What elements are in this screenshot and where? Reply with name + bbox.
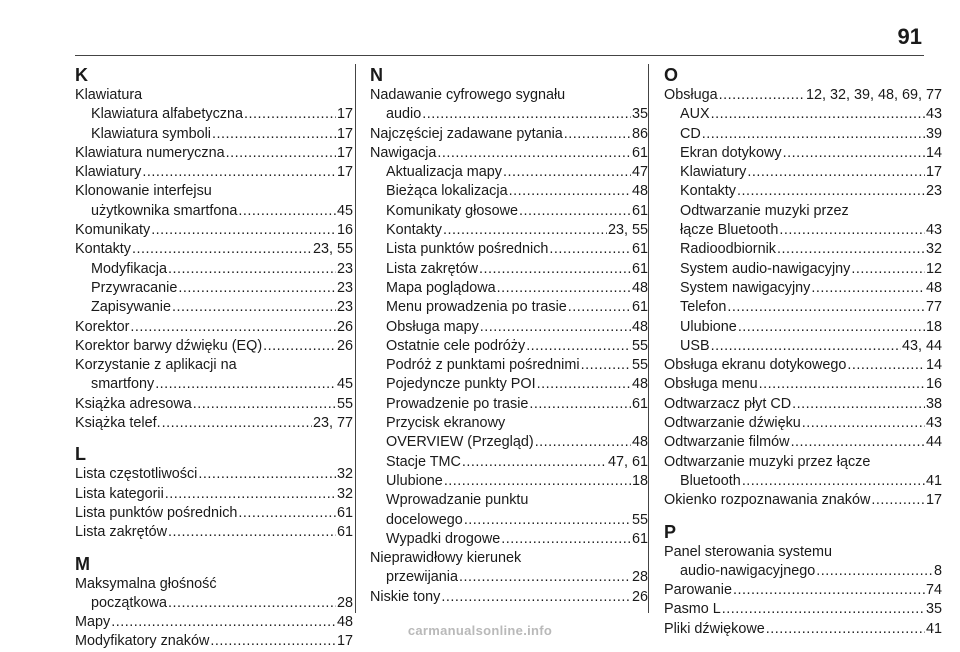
entry-pages: 8 [933, 562, 942, 579]
entry-pages: 17 [925, 164, 942, 181]
entry-pages: 48 [631, 279, 648, 296]
entry-pages: 12, 32, 39, 48, 69, 77 [805, 87, 942, 103]
dot-leader [509, 182, 631, 201]
entry-term: Aktualizacja mapy [386, 164, 502, 181]
dot-leader [443, 221, 607, 240]
dot-leader [437, 144, 631, 163]
watermark: carmanualsonline.info [407, 623, 553, 638]
index-subentry [664, 562, 942, 581]
dot-leader [727, 298, 925, 317]
entry-pages: 48 [631, 183, 648, 200]
entry-pages: 16 [336, 222, 353, 239]
dot-leader [162, 414, 312, 433]
dot-leader [759, 375, 925, 394]
dot-leader [459, 568, 631, 587]
entry-pages: 17 [925, 492, 942, 509]
dot-leader [142, 163, 336, 182]
entry-pages: 28 [631, 569, 648, 586]
index-entry [75, 504, 353, 523]
section-letter: L [75, 444, 86, 465]
dot-leader [851, 260, 925, 279]
entry-pages: 23 [336, 299, 353, 316]
entry-pages: 43 [925, 106, 942, 123]
index-subentry [370, 568, 648, 587]
section-gap [75, 433, 353, 443]
dot-leader [568, 298, 631, 317]
dot-leader [479, 260, 631, 279]
index-entry [370, 125, 648, 144]
index-subentry [370, 182, 648, 201]
entry-term: Pliki dźwiękowe [664, 620, 765, 637]
entry-term: audio [386, 106, 422, 123]
dot-leader [441, 588, 631, 607]
index-heading: Klawiatura [75, 87, 143, 103]
entry-pages: 47 [631, 164, 648, 181]
index-entry [664, 600, 942, 619]
entry-term: Modyfikacja [91, 260, 167, 277]
entry-pages: 23 [925, 183, 942, 200]
index-subheading: Odtwarzanie muzyki przez [680, 202, 849, 219]
dot-leader [212, 125, 336, 144]
dot-leader [537, 375, 631, 394]
index-column-3 [664, 64, 942, 637]
page-number: 91 [897, 24, 922, 49]
index-subentry [664, 105, 942, 124]
index-subentry [75, 375, 353, 394]
entry-pages: 74 [925, 582, 942, 599]
index-entry [664, 581, 942, 600]
index-subentry [370, 433, 648, 452]
entry-pages: 41 [925, 620, 942, 637]
index-subentry [370, 395, 648, 414]
index-subentry [664, 472, 942, 491]
entry-term: Klawiatura numeryczna [75, 144, 225, 161]
index-subentry [75, 125, 353, 144]
index-subentry [664, 337, 942, 356]
index-entry [75, 485, 353, 504]
index-heading: Odtwarzanie muzyki przez łącze [664, 453, 871, 470]
dot-leader [519, 202, 631, 221]
index-entry [75, 395, 353, 414]
entry-pages: 23, 77 [312, 415, 353, 432]
index-entry [664, 356, 942, 375]
entry-term: Kontakty [386, 222, 442, 239]
index-subentry [75, 260, 353, 279]
index-entry [75, 337, 353, 356]
entry-term: Klawiatura symboli [91, 125, 211, 142]
entry-term: Telefon [680, 299, 727, 316]
index-entry [664, 395, 942, 414]
section-letter: P [664, 521, 677, 542]
entry-pages: 41 [925, 472, 942, 489]
entry-pages: 61 [631, 530, 648, 547]
dot-leader [719, 86, 805, 105]
entry-term: Klawiatura alfabetyczna [91, 106, 243, 123]
entry-pages: 55 [631, 357, 648, 374]
entry-term: Modyfikatory znaków [75, 633, 210, 650]
index-heading: Panel sterowania systemu [664, 543, 832, 560]
entry-pages: 12 [925, 260, 942, 277]
index-subentry [664, 279, 942, 298]
entry-term: Korektor [75, 318, 130, 335]
entry-pages: 55 [631, 337, 648, 354]
dot-leader [178, 279, 336, 298]
index-subentry [75, 202, 353, 221]
dot-leader [444, 472, 631, 491]
index-entry [75, 465, 353, 484]
entry-pages: 14 [925, 357, 942, 374]
column-divider [355, 64, 356, 613]
index-entry [75, 144, 353, 163]
index-subentry [370, 511, 648, 530]
entry-term: Korektor barwy dźwięku (EQ) [75, 337, 263, 354]
entry-pages: 14 [925, 144, 942, 161]
dot-leader [847, 356, 925, 375]
dot-leader [422, 105, 631, 124]
dot-leader [165, 485, 336, 504]
index-subheading: Przycisk ekranowy [386, 415, 506, 432]
entry-pages: 28 [336, 594, 353, 611]
entry-pages: 77 [925, 299, 942, 316]
index-entry [75, 414, 353, 433]
entry-pages: 61 [631, 202, 648, 219]
entry-term: Obsługa mapy [386, 318, 479, 335]
entry-term: Ostatnie cele podróży [386, 337, 526, 354]
entry-term: Pojedyncze punkty POI [386, 376, 536, 393]
entry-pages: 35 [631, 106, 648, 123]
dot-leader [549, 240, 631, 259]
entry-pages: 86 [631, 125, 648, 142]
dot-leader [791, 433, 925, 452]
entry-term: Radioodbiornik [680, 241, 776, 258]
entry-pages: 18 [631, 472, 648, 489]
entry-pages: 43 [925, 222, 942, 239]
index-subentry [664, 125, 942, 144]
dot-leader [779, 221, 925, 240]
index-heading: Nadawanie cyfrowego sygnału [370, 87, 566, 103]
index-entry [75, 318, 353, 337]
dot-leader [263, 337, 336, 356]
entry-term: Ulubione [386, 472, 443, 489]
dot-leader [238, 202, 336, 221]
entry-term: Książka adresowa [75, 395, 192, 412]
index-subentry [664, 260, 942, 279]
dot-leader [226, 144, 336, 163]
entry-pages: 23, 55 [607, 222, 648, 239]
entry-term: Kontakty [680, 183, 736, 200]
entry-term: System nawigacyjny [680, 279, 811, 296]
dot-leader [871, 491, 925, 510]
entry-term: Pasmo L [664, 601, 721, 618]
index-entry [664, 491, 942, 510]
entry-pages: 26 [336, 337, 353, 354]
entry-pages: 61 [631, 241, 648, 258]
index-subentry [664, 163, 942, 182]
entry-term: Zapisywanie [91, 299, 171, 316]
entry-pages: 39 [925, 125, 942, 142]
index-subentry [664, 182, 942, 201]
entry-pages: 17 [336, 125, 353, 142]
index-subentry [370, 356, 648, 375]
index-subentry [664, 221, 942, 240]
dot-leader [777, 240, 925, 259]
entry-term: Nawigacja [370, 144, 437, 161]
entry-pages: 17 [336, 106, 353, 123]
dot-leader [711, 105, 925, 124]
dot-leader [155, 375, 336, 394]
index-entry [370, 588, 648, 607]
dot-leader [733, 581, 925, 600]
dot-leader [564, 125, 631, 144]
entry-term: Odtwarzacz płyt CD [664, 395, 792, 412]
index-subentry [370, 279, 648, 298]
entry-pages: 48 [336, 614, 353, 631]
entry-term: Mapa poglądowa [386, 279, 496, 296]
index-subentry [370, 318, 648, 337]
entry-pages: 48 [631, 376, 648, 393]
entry-term: Ekran dotykowy [680, 144, 782, 161]
entry-term: Najczęściej zadawane pytania [370, 125, 563, 142]
entry-pages: 17 [336, 633, 353, 650]
index-subentry [370, 337, 648, 356]
dot-leader [244, 105, 336, 124]
entry-term: Lista częstotliwości [75, 466, 198, 483]
index-subentry [370, 260, 648, 279]
index-entry [75, 240, 353, 259]
entry-pages: 35 [925, 601, 942, 618]
entry-term: Komunikaty [75, 222, 151, 239]
index-subentry [370, 105, 648, 124]
index-subentry [664, 144, 942, 163]
entry-term: smartfony [91, 376, 155, 393]
entry-pages: 17 [336, 164, 353, 181]
index-heading: Maksymalna głośność [75, 575, 217, 592]
entry-term: Ulubione [680, 318, 737, 335]
index-entry [75, 221, 353, 240]
entry-pages: 16 [925, 376, 942, 393]
entry-term: łącze Bluetooth [680, 222, 779, 239]
section-letter: N [370, 65, 383, 85]
section-gap [75, 543, 353, 553]
dot-leader [168, 523, 336, 542]
dot-leader [168, 594, 336, 613]
entry-pages: 47, 61 [607, 453, 648, 470]
entry-term: USB [680, 337, 710, 354]
dot-leader [503, 163, 631, 182]
dot-leader [722, 600, 925, 619]
entry-term: Lista zakrętów [75, 524, 167, 541]
entry-pages: 18 [925, 318, 942, 335]
entry-pages: 45 [336, 376, 353, 393]
entry-term: Klawiatury [75, 164, 142, 181]
dot-leader [802, 414, 925, 433]
entry-term: AUX [680, 106, 710, 123]
index-subheading: Wprowadzanie punktu [386, 492, 529, 509]
index-subentry [370, 240, 648, 259]
dot-leader [480, 318, 631, 337]
entry-term: Parowanie [664, 582, 732, 599]
index-heading: Korzystanie z aplikacji na [75, 357, 237, 374]
entry-term: początkowa [91, 594, 167, 611]
entry-term: Stacje TMC [386, 453, 461, 470]
index-entry [664, 414, 942, 433]
entry-pages: 23 [336, 260, 353, 277]
index-entry [370, 144, 648, 163]
entry-term: Bieżąca lokalizacja [386, 183, 508, 200]
entry-pages: 23 [336, 279, 353, 296]
entry-term: Lista punktów pośrednich [75, 504, 238, 521]
dot-leader [497, 279, 631, 298]
entry-pages: 43, 44 [901, 337, 942, 354]
index-column-2 [370, 64, 648, 616]
entry-term: audio-nawigacyjnego [680, 562, 816, 579]
entry-pages: 32 [336, 466, 353, 483]
index-heading: Nieprawidłowy kierunek [370, 550, 522, 567]
dot-leader [238, 504, 336, 523]
entry-term: Lista zakrętów [386, 260, 478, 277]
entry-term: Okienko rozpoznawania znaków [664, 492, 871, 509]
entry-term: OVERVIEW (Przegląd) [386, 434, 534, 451]
dot-leader [198, 465, 336, 484]
dot-leader [193, 395, 336, 414]
section-letter: M [75, 553, 90, 574]
dot-leader [747, 163, 925, 182]
entry-term: Podróż z punktami pośrednimi [386, 357, 580, 374]
entry-term: System audio-nawigacyjny [680, 260, 851, 277]
entry-term: Odtwarzanie dźwięku [664, 415, 801, 432]
index-subentry [75, 298, 353, 317]
dot-leader [783, 144, 925, 163]
dot-leader [464, 511, 631, 530]
index-subentry [75, 594, 353, 613]
dot-leader [132, 240, 312, 259]
index-column-1 [75, 64, 353, 650]
entry-pages: 61 [336, 524, 353, 541]
index-subentry [75, 279, 353, 298]
entry-term: docelowego [386, 511, 463, 528]
entry-pages: 26 [631, 588, 648, 605]
section-letter: K [75, 65, 88, 85]
index-entry [664, 433, 942, 452]
index-subentry [370, 530, 648, 549]
index-subentry [75, 105, 353, 124]
index-subentry [370, 163, 648, 182]
entry-pages: 17 [336, 144, 353, 161]
index-entry [664, 86, 942, 105]
entry-term: przewijania [386, 569, 458, 586]
index-subentry [370, 375, 648, 394]
entry-pages: 26 [336, 318, 353, 335]
entry-term: Lista kategorii [75, 485, 164, 502]
entry-pages: 32 [925, 241, 942, 258]
entry-pages: 55 [336, 395, 353, 412]
entry-pages: 44 [925, 434, 942, 451]
dot-leader [702, 125, 925, 144]
dot-leader [792, 395, 925, 414]
dot-leader [738, 318, 925, 337]
dot-leader [711, 337, 901, 356]
entry-term: Prowadzenie po trasie [386, 395, 529, 412]
dot-leader [737, 182, 925, 201]
entry-term: Klawiatury [680, 164, 747, 181]
index-subentry [664, 298, 942, 317]
entry-term: Mapy [75, 614, 111, 631]
entry-term: Obsługa menu [664, 376, 758, 393]
entry-pages: 48 [631, 318, 648, 335]
entry-term: Menu prowadzenia po trasie [386, 299, 567, 316]
entry-pages: 38 [925, 395, 942, 412]
dot-leader [501, 530, 631, 549]
entry-pages: 61 [336, 504, 353, 521]
index-subentry [664, 318, 942, 337]
entry-term: Lista punktów pośrednich [386, 241, 549, 258]
dot-leader [130, 318, 336, 337]
index-heading: Klonowanie interfejsu [75, 183, 212, 200]
entry-term: Bluetooth [680, 472, 741, 489]
index-subentry [370, 202, 648, 221]
section-gap [664, 511, 942, 521]
header-rule [75, 55, 924, 56]
column-divider [648, 64, 649, 613]
entry-term: CD [680, 125, 701, 142]
dot-leader [526, 337, 631, 356]
index-subentry [370, 298, 648, 317]
dot-leader [168, 260, 336, 279]
entry-pages: 43 [925, 415, 942, 432]
entry-pages: 32 [336, 485, 353, 502]
entry-pages: 61 [631, 260, 648, 277]
index-subentry [370, 453, 648, 472]
dot-leader [529, 395, 631, 414]
section-letter: O [664, 65, 679, 85]
index-subentry [370, 221, 648, 240]
entry-pages: 48 [925, 279, 942, 296]
dot-leader [581, 356, 631, 375]
index-entry [75, 163, 353, 182]
index-entry [75, 523, 353, 542]
entry-term: Kontakty [75, 241, 131, 258]
entry-term: Obsługa ekranu dotykowego [664, 357, 847, 374]
entry-term: Odtwarzanie filmów [664, 434, 790, 451]
dot-leader [742, 472, 925, 491]
dot-leader [535, 433, 631, 452]
entry-term: użytkownika smartfona [91, 202, 238, 219]
entry-term: Obsługa [664, 87, 718, 103]
dot-leader [462, 453, 607, 472]
entry-pages: 23, 55 [312, 241, 353, 258]
dot-leader [816, 562, 933, 581]
dot-leader [151, 221, 336, 240]
entry-pages: 55 [631, 511, 648, 528]
entry-pages: 61 [631, 299, 648, 316]
entry-pages: 61 [631, 144, 648, 161]
dot-leader [811, 279, 925, 298]
entry-term: Książka telef. [75, 415, 161, 432]
index-subentry [370, 472, 648, 491]
entry-pages: 48 [631, 434, 648, 451]
entry-pages: 61 [631, 395, 648, 412]
entry-term: Niskie tony [370, 588, 441, 605]
index-entry [664, 375, 942, 394]
dot-leader [172, 298, 336, 317]
entry-term: Wypadki drogowe [386, 530, 501, 547]
entry-pages: 45 [336, 202, 353, 219]
index-subentry [664, 240, 942, 259]
entry-term: Przywracanie [91, 279, 178, 296]
entry-term: Komunikaty głosowe [386, 202, 518, 219]
